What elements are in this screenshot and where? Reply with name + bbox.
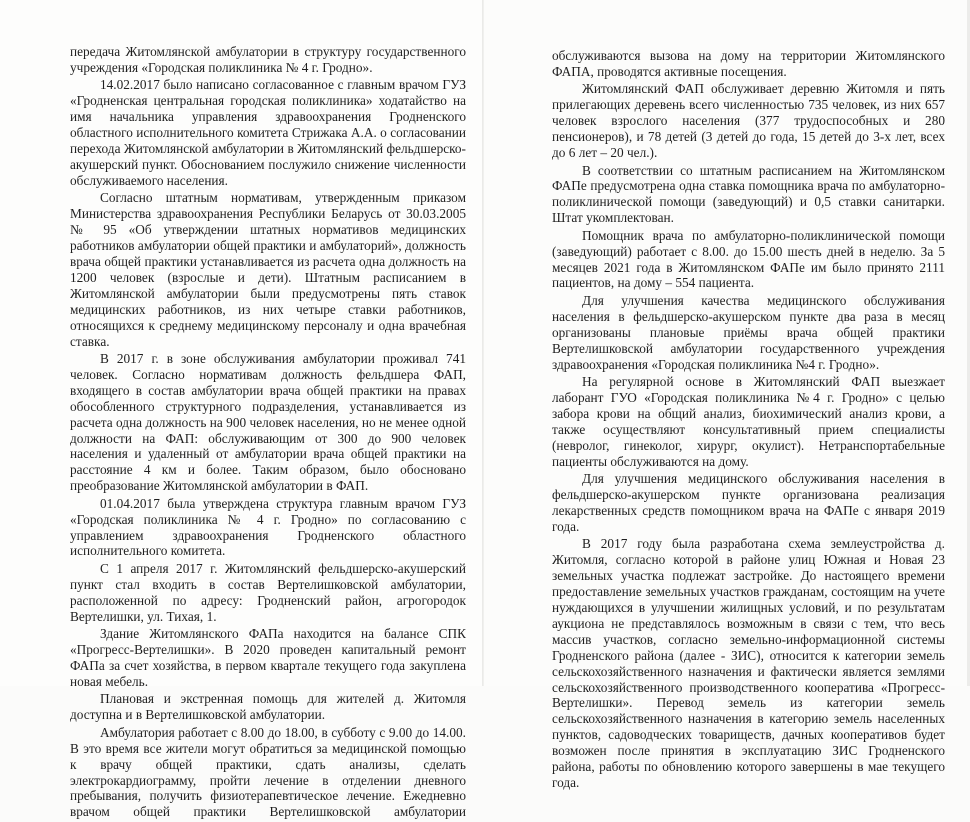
paragraph: Для улучшения медицинского обслуживания населения в фельдшерско-акушерском пункте организована реализация лекарственных средств помощником врача на ФАПе с января 2019 года. <box>552 471 945 534</box>
paragraph: Помощник врача по амбулаторно-поликлинической помощи (заведующий) работает с 8.00. до 15.00 шесть дней в неделю. За 5 месяцев 2021 года в Житомлянском ФАПе им было принято 2111 пациентов, на дому – 554 пациента. <box>552 227 945 291</box>
page-seam <box>482 0 484 686</box>
paragraph: передача Житомлянской амбулатории в структуру государственного учреждения «Городская поликлиника № 4 г. Гродно». <box>70 44 466 75</box>
paragraph: Согласно штатным нормативам, утвержденным приказом Министерства здравоохранения Республики Беларусь от 30.03.2005 № 95 «Об утверждении штатных нормативов медицинских работников амбулатории общей практики и амбулаторий», должность врача общей практики устанавливается из расчета одна должность на 1200 человек (взрослые и дети). Штатным расписанием в Житомлянской амбулатории были предусмотрены пять ставок медицинских работников, из них четыре ставки работников, относящихся к среднему медицинскому персоналу и одна врачебная ставка. <box>70 190 466 349</box>
paragraph: В 2017 году была разработана схема землеустройства д. Житомля, согласно которой в районе улиц Южная и Новая 23 земельных участка подлежат застройке. До настоящего времени предоставление земельных участков гражданам, состоящим на учете нуждающихся в улучшении жилищных условий, и по результатам аукциона не представлялось возможным в связи с тем, что весь массив участков, согласно земельно-информационной системы Гродненского района (далее - ЗИС), относится к категории земель сельскохозяйственного назначения и фактически является землями сельскохозяйственного производственного кооператива «Прогресс-Вертелишки». Перевод земель из категории земель сельскохозяйственного назначения в категорию земель населенных пунктов, садоводческих товариществ, дачных кооперативов будет возможен после принятия в эксплуатацию ЗИС Гродненского района, работы по обновлению которого завершены в мае текущего года. <box>552 536 945 790</box>
paragraph: Плановая и экстренная помощь для жителей д. Житомля доступна и в Вертелишковской амбулатории. <box>70 691 466 723</box>
paragraph: 01.04.2017 была утверждена структура главным врачом ГУЗ «Городская поликлиника № 4 г. Гродно» по согласованию с управлением здравоохранения Гродненского областного исполнительного комитета. <box>70 495 466 559</box>
right-column <box>552 48 945 792</box>
paragraph: 14.02.2017 было написано согласованное с главным врачом ГУЗ «Гродненская центральная городская поликлиника» ходатайство на имя начальника управления здравоохранения Гродненского областного исполнительного комитета Стрижака А.А. о согласовании перехода Житомлянской амбулатории в Житомлянский фельдшерско-акушерский пункт. Обоснованием послужило снижение численности обслуживаемого населения. <box>70 77 466 188</box>
paragraph: Здание Житомлянского ФАПа находится на балансе СПК «Прогресс-Вертелишки». В 2020 проведен капитальный ремонт ФАПа за счет хозяйства, в первом квартале текущего года закуплена новая мебель. <box>70 626 466 689</box>
paragraph: Для улучшения качества медицинского обслуживания населения в фельдшерско-акушерском пункте два раза в месяц организованы плановые приёмы врача общей практики Вертелишковской амбулатории государственного учреждения здравоохранения «Городская поликлиника №4 г. Гродно». <box>552 292 945 372</box>
paragraph: В 2017 г. в зоне обслуживания амбулатории проживал 741 человек. Согласно нормативам должность фельдшера ФАП, входящего в состав амбулатории врача общей практики на правах обособленного структурного подразделения, устанавливается из расчета одна должность на 900 человек населения, но не менее одной должности на ФАП: обслуживающим от 300 до 900 человек населения и удаленный от амбулатории врача общей практики на расстояние 4 км и более. Таким образом, было обосновано преобразование Житомлянской амбулатории в ФАП. <box>70 351 466 494</box>
paragraph: обслуживаются вызова на дому на территории Житомлянского ФАПА, проводятся активные посещения. <box>552 48 945 79</box>
paragraph: Житомлянский ФАП обслуживает деревню Житомля и пять прилегающих деревень всего численностью 735 человек, из них 657 человек взрослого населения (377 трудоспособных и 280 пенсионеров), и 78 детей (3 детей до года, 15 детей до 3-х лет, всех до 6 лет – 20 чел.). <box>552 81 945 161</box>
paragraph: Амбулатория работает с 8.00 до 18.00, в субботу с 9.00 до 14.00. В это время все жители могут обратиться за медицинской помощью к врачу общей практики, сдать анализы, сделать электрокардиограмму, пройти лечение в отделении дневного пребывания, получить физиотерапевтическое лечение. Ежедневно врачом общей практики Вертелишковской амбулатории <box>70 724 466 820</box>
paragraph: В соответствии со штатным расписанием на Житомлянском ФАПе предусмотрена одна ставка помощника врача по амбулаторно-поликлинической помощи (заведующий) и 0,5 ставки санитарки. Штат укомплектован. <box>552 162 945 226</box>
paragraph: С 1 апреля 2017 г. Житомлянский фельдшерско-акушерский пункт стал входить в состав Вертелишковской амбулатории, расположенной по адресу: Гродненский район, агрогородок Вертелишки, ул. Тихая, 1. <box>70 560 466 624</box>
left-column <box>70 44 466 822</box>
paragraph: На регулярной основе в Житомлянский ФАП выезжает лаборант ГУО «Городская поликлиника №4 г. Гродно» с целью забора крови на общий анализ, биохимический анализ крови, а также осуществляют консультативный прием специалисты (невролог, гинеколог, хирург, окулист). Нетранспортабельные пациенты обслуживаются на дому. <box>552 374 945 469</box>
